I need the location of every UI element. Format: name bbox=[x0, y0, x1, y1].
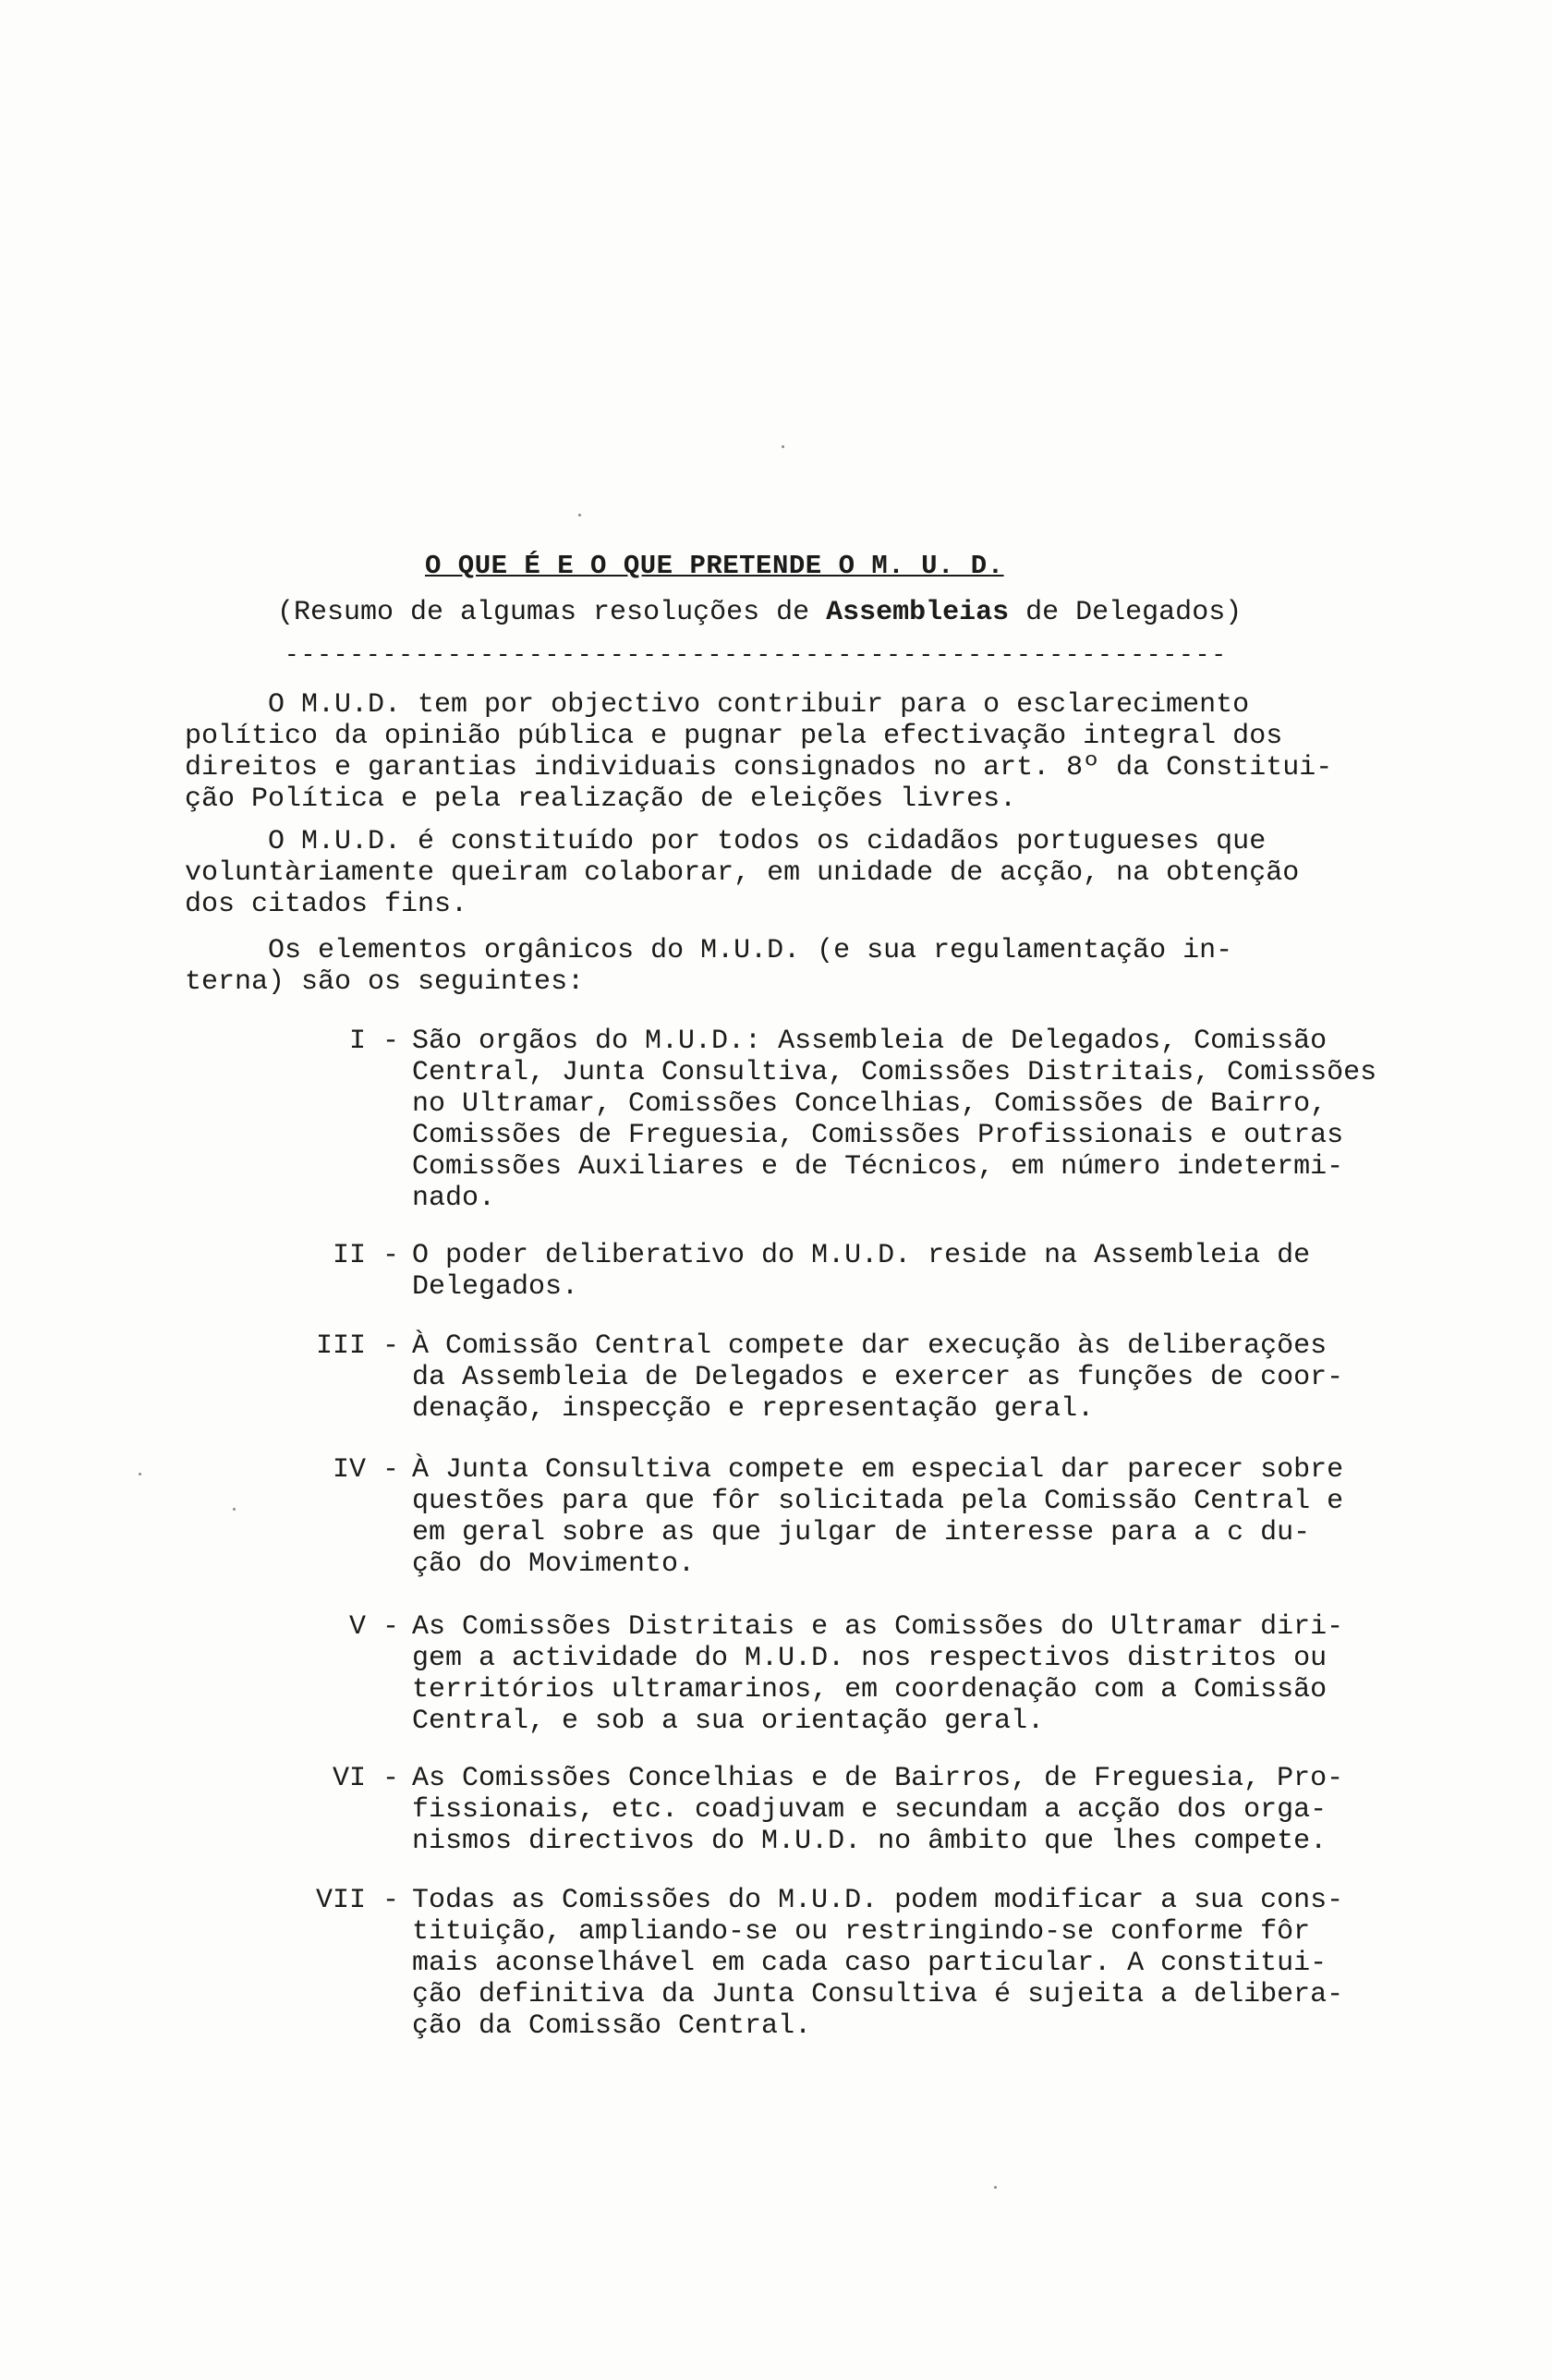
item-text: São orgãos do M.U.D.: Assembleia de Delegados, Comissão Central, Junta Consultiva, Comissões Distritais, Comissões no Ultramar, Comissões Concelhias, Comissões de Bairro, Comissões de Freguesia, Comissões Profissionais e outras Comissões Auxiliares e de Técnicos, em número indetermi- nado. bbox=[412, 1026, 1377, 1214]
item-text: As Comissões Concelhias e de Bairros, de Freguesia, Pro- fissionais, etc. coadjuvam e secundam a acção dos orga- nismos directivos do M.U.D. no âmbito que lhes compete. bbox=[412, 1763, 1344, 1857]
item-number: VII - bbox=[315, 1885, 399, 1916]
item-text: Todas as Comissões do M.U.D. podem modificar a sua cons- tituição, ampliando-se ou restringindo-se conforme fôr mais aconselhável em cada caso particular. A constitui- ção definitiva da Junta Consultiva é sujeita a delibera- ção da Comissão Central. bbox=[412, 1885, 1344, 2042]
item-text: À Junta Consultiva compete em especial dar parecer sobre questões para que fôr solicitada pela Comissão Central e em geral sobre as que julgar de interesse para a c du- ção do Movimento. bbox=[412, 1454, 1344, 1580]
item-number: III - bbox=[315, 1330, 399, 1362]
item-text: As Comissões Distritais e as Comissões do Ultramar diri- gem a actividade do M.U.D. nos respectivos distritos ou territórios ultramarinos, em coordenação com a Comissão Central, e sob a sua orientação geral. bbox=[412, 1611, 1344, 1737]
item-number: I - bbox=[348, 1026, 399, 1057]
document-title: O QUE É E O QUE PRETENDE O M. U. D. bbox=[425, 551, 1004, 581]
subtitle-close: de Delegados) bbox=[1009, 597, 1243, 628]
scan-speck bbox=[578, 514, 581, 516]
item-number: VI - bbox=[332, 1763, 399, 1794]
scan-speck bbox=[782, 445, 784, 448]
scan-speck bbox=[994, 2186, 997, 2189]
document-subtitle bbox=[277, 597, 1386, 628]
dashed-rule: ---------------------------------------------------------- bbox=[285, 641, 1228, 669]
item-number: II - bbox=[332, 1240, 399, 1271]
item-number: V - bbox=[348, 1611, 399, 1643]
paragraph-objective: O M.U.D. tem por objectivo contribuir para o esclarecimento político da opinião pública e pugnar pela efectivação integral dos direitos e garantias individuais consignados no art. 8º da Constitui- ção Política e pela realização de eleições livres. bbox=[185, 689, 1333, 815]
paragraph-membership: O M.U.D. é constituído por todos os cidadãos portugueses que voluntàriamente queiram colaborar, em unidade de acção, na obtenção dos citados fins. bbox=[185, 826, 1300, 920]
subtitle-open: (Resumo de algumas resoluções de bbox=[277, 597, 827, 628]
scan-speck bbox=[139, 1473, 141, 1475]
item-text: À Comissão Central compete dar execução às deliberações da Assembleia de Delegados e exercer as funções de coor- denação, inspecção e representação geral. bbox=[412, 1330, 1344, 1425]
paragraph-organic-elements: Os elementos orgânicos do M.U.D. (e sua regulamentação in- terna) são os seguintes: bbox=[185, 935, 1233, 998]
subtitle-bold: Assembleias bbox=[826, 597, 1010, 628]
item-number: IV - bbox=[332, 1454, 399, 1486]
scan-speck bbox=[233, 1508, 236, 1511]
item-text: O poder deliberativo do M.U.D. reside na Assembleia de Delegados. bbox=[412, 1240, 1311, 1303]
